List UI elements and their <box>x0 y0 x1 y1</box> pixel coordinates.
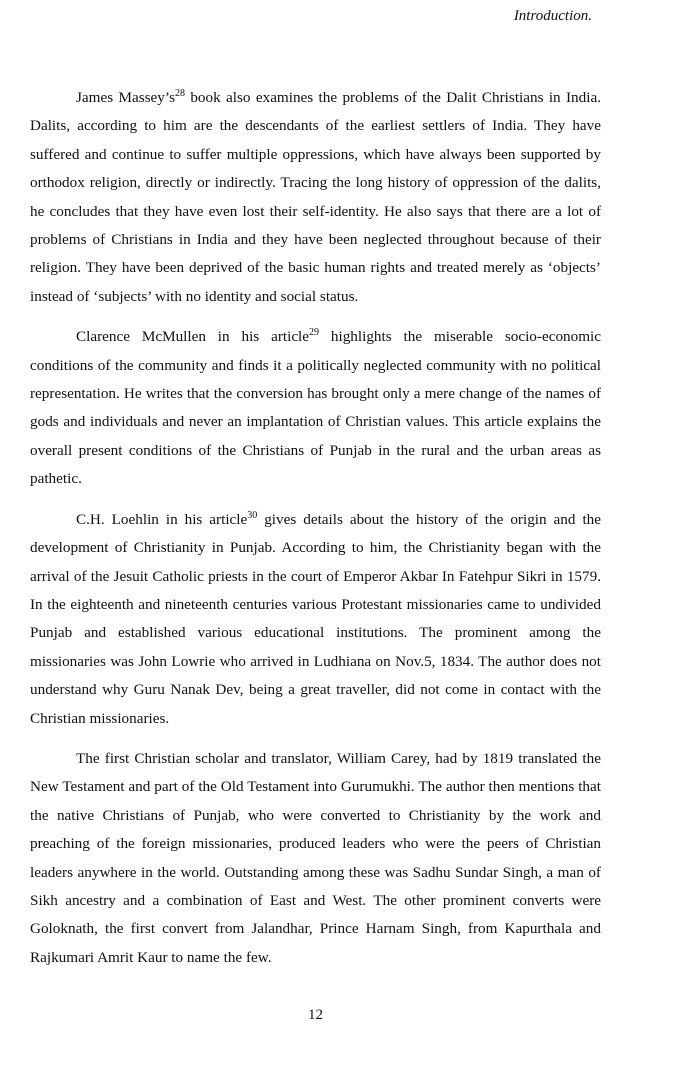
footnote-ref-28[interactable]: 28 <box>175 87 185 99</box>
paragraph-text: gives details about the history of the origin and the development of Christianity in Punjab. According to him, the Christianity began with the arrival of the Jesuit Catholic priests in the court of Emperor Akbar In Fatehpur Sikri in 1579. In the eighteenth and nineteenth centuries various Protestant missionaries came to undivided Punjab and established various educational institutions. The prominent among the missionaries was John Lowrie who arrived in Ludhiana on Nov.5, 1834. The author does not understand why Guru Nanak Dev, being a great traveller, did not come in contact with the Christian missionaries. <box>30 510 602 727</box>
paragraph-text: James Massey’s <box>76 89 175 106</box>
paragraph-mcmullen <box>30 323 601 493</box>
paragraph-text: C.H. Loehlin in his article <box>76 510 248 528</box>
body-text <box>30 84 601 984</box>
paragraph-massey <box>30 84 601 311</box>
paragraph-loehlin <box>30 506 601 733</box>
footnote-ref-30[interactable]: 30 <box>247 509 258 521</box>
footnote-ref-29[interactable]: 29 <box>309 327 320 339</box>
running-header: Introduction. <box>513 8 592 24</box>
page-number: 12 <box>308 1007 323 1023</box>
paragraph-text: Clarence McMullen in his article <box>76 328 310 346</box>
paragraph-text: book also examines the problems of the Dalit Christians in India. Dalits, according to him are the descendants of the earliest settlers of India. They have suffered and continue to suffer multiple oppressions, which have always been supported by orthodox religion, directly or indirectly. Tracing the long history of oppression of the dalits, he concludes that they have even lost their self-identity. He also says that there are a lot of problems of Christians in India and they have been neglected throughout because of their religion. They have been deprived of the basic human rights and treated merely as ‘objects’ instead of ‘subjects’ with no identity and social status. <box>30 89 601 305</box>
paragraph-carey: The first Christian scholar and translator, William Carey, had by 1819 translated the New Testament and part of the Old Testament into Gurumukhi. The author then mentions that the native Christians of Punjab, who were converted to Christianity by the work and preaching of the foreign missionaries, produced leaders who were the peers of Christian leaders anywhere in the world. Outstanding among these was Sadhu Sundar Singh, a man of Sikh ancestry and a combination of East and West. The other prominent converts were Goloknath, the first convert from Jalandhar, Prince Harnam Singh, from Kapurthala and Rajkumari Amrit Kaur to name the few. <box>30 749 601 966</box>
paragraph-text: highlights the miserable socio-economic conditions of the community and finds it a politically neglected community with no political representation. He writes that the conversion has brought only a mere change of the names of gods and individuals and never an implantation of Christian values. This article explains the overall present conditions of the Christians of Punjab in the rural and the urban areas as pathetic. <box>30 328 601 488</box>
